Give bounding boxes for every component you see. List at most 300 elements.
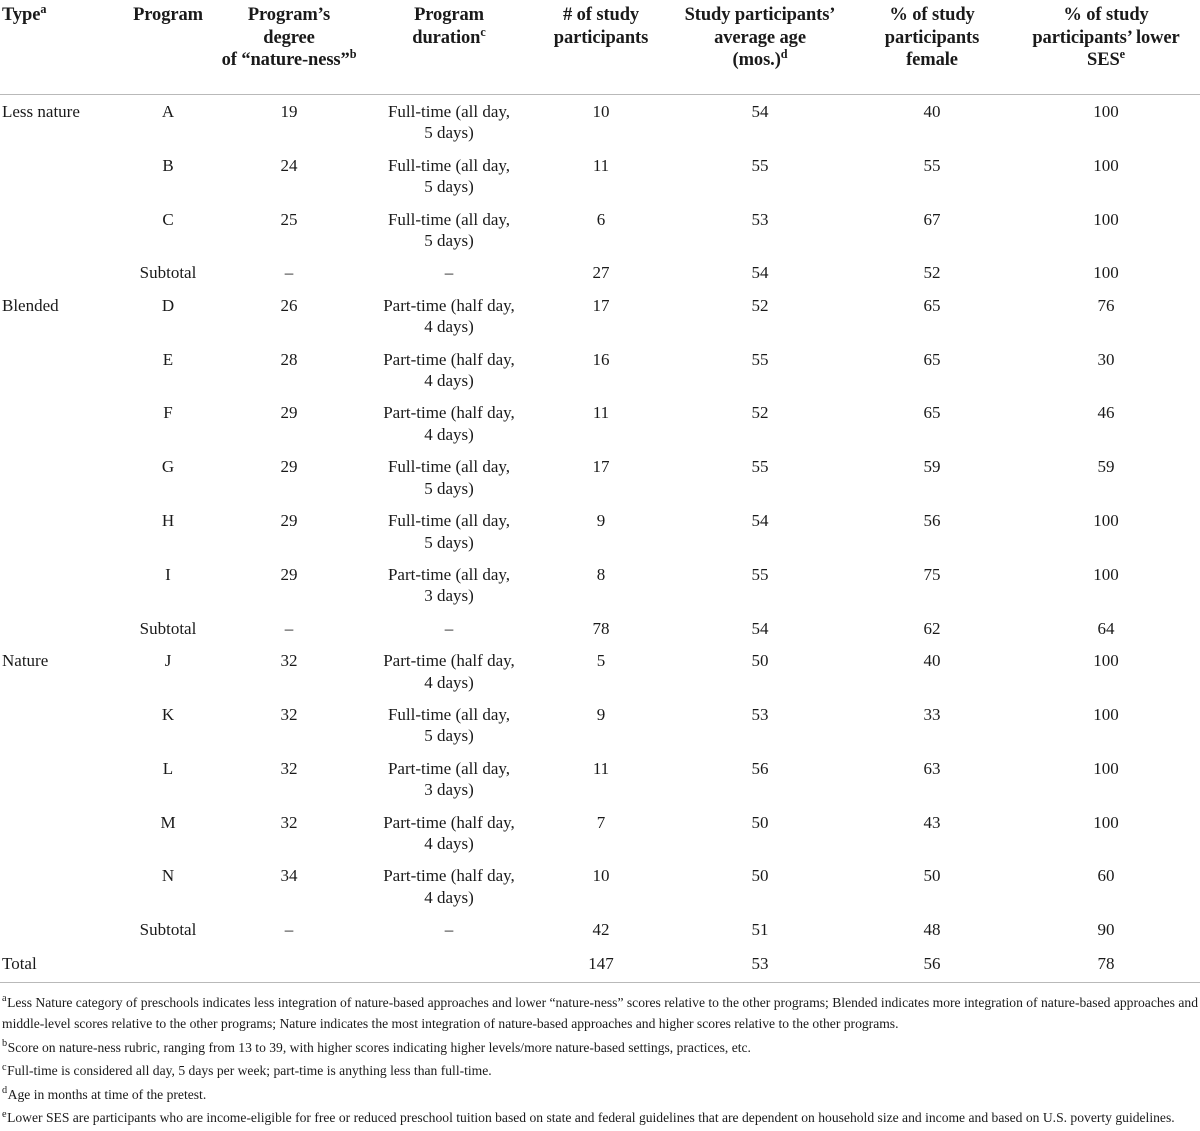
footnote-marker: c (2, 1061, 7, 1073)
cell-participants (534, 95, 668, 149)
cell-value: 29 (280, 511, 298, 531)
cell-degree (214, 256, 364, 288)
cell-type (0, 806, 122, 860)
column-header-percent-female (852, 0, 1012, 95)
table-row (0, 612, 1200, 644)
cell-percent-lower-ses (1012, 806, 1200, 860)
header-line: duration (412, 27, 481, 48)
cell-value: 32 (280, 704, 298, 724)
cell-average-age (668, 289, 852, 343)
footnote-marker: e (2, 1108, 7, 1120)
cell-type (0, 946, 122, 983)
cell-percent-female (852, 203, 1012, 257)
cell-value: 52 (751, 403, 769, 423)
cell-degree (214, 203, 364, 257)
cell-percent-female (852, 95, 1012, 149)
cell-percent-lower-ses (1012, 859, 1200, 913)
table-body (0, 95, 1200, 983)
cell-participants (534, 149, 668, 203)
cell-value: Part-time (all day, (387, 758, 511, 778)
cell-value: I (165, 564, 171, 584)
column-header-percent-lower-ses (1012, 0, 1200, 95)
cell-value: 50 (923, 866, 941, 886)
cell-percent-lower-ses (1012, 612, 1200, 644)
header-line: participants (553, 27, 649, 48)
column-header-program (122, 0, 214, 95)
cell-value: 65 (923, 403, 941, 423)
cell-percent-lower-ses (1012, 558, 1200, 612)
header-line: Program (414, 5, 484, 25)
cell-value: 55 (923, 155, 941, 175)
cell-duration (364, 343, 534, 397)
cell-value: 11 (592, 403, 610, 423)
footnote-d (2, 1084, 1198, 1105)
header-line: % of study (889, 5, 975, 25)
cell-value: 29 (280, 403, 298, 423)
table-row (0, 149, 1200, 203)
footnote-ref-e: e (1119, 46, 1125, 61)
cell-value: 25 (280, 209, 298, 229)
cell-value: 76 (1097, 295, 1115, 315)
footnote-ref-a: a (40, 1, 47, 16)
cell-percent-female (852, 946, 1012, 983)
cell-value: 19 (280, 102, 298, 121)
cell-value: Part-time (half day, (383, 812, 515, 832)
cell-value: 52 (923, 263, 941, 283)
cell-degree (214, 859, 364, 913)
cell-value-line2: 4 days) (424, 371, 474, 391)
cell-average-age (668, 95, 852, 149)
table-row (0, 558, 1200, 612)
cell-participants (534, 396, 668, 450)
cell-value: 9 (596, 704, 606, 724)
cell-value: Part-time (half day, (383, 651, 515, 671)
header-row (0, 0, 1200, 95)
cell-program (122, 343, 214, 397)
cell-value: 17 (592, 457, 610, 477)
cell-program (122, 644, 214, 698)
cell-value: Part-time (half day, (383, 295, 515, 315)
column-header-type (0, 0, 122, 95)
footnote-e (2, 1107, 1198, 1128)
cell-value: 48 (923, 920, 941, 940)
table-row (0, 806, 1200, 860)
cell-duration (364, 698, 534, 752)
cell-value-line2: 4 days) (424, 317, 474, 337)
header-line: average age (714, 27, 806, 48)
cell-duration (364, 289, 534, 343)
cell-value: 100 (1093, 102, 1119, 121)
cell-type (0, 203, 122, 257)
cell-participants (534, 203, 668, 257)
cell-percent-lower-ses (1012, 203, 1200, 257)
cell-average-age (668, 612, 852, 644)
cell-percent-female (852, 752, 1012, 806)
header-line: participants’ lower (1032, 27, 1180, 48)
cell-average-age (668, 698, 852, 752)
footnote-text: Score on nature-ness rubric, ranging from 13 to 39, with higher scores indicating higher levels/more nature-based settings, practices, etc. (7, 1039, 751, 1055)
cell-value: Subtotal (139, 618, 197, 638)
cell-degree (214, 806, 364, 860)
table-row (0, 95, 1200, 149)
cell-value: 59 (923, 457, 941, 477)
cell-value: 60 (1097, 866, 1115, 886)
cell-percent-female (852, 558, 1012, 612)
cell-value: 42 (592, 920, 610, 940)
cell-percent-lower-ses (1012, 289, 1200, 343)
cell-type (0, 450, 122, 504)
cell-participants (534, 289, 668, 343)
cell-participants (534, 450, 668, 504)
cell-value: F (163, 403, 173, 423)
cell-average-age (668, 396, 852, 450)
table-row (0, 504, 1200, 558)
cell-value: G (161, 457, 175, 477)
table-row (0, 396, 1200, 450)
cell-program (122, 149, 214, 203)
footnote-ref-c: c (480, 24, 486, 39)
cell-degree (214, 149, 364, 203)
table-row (0, 450, 1200, 504)
cell-type (0, 95, 122, 149)
cell-participants (534, 859, 668, 913)
cell-type (0, 752, 122, 806)
cell-participants (534, 913, 668, 945)
column-header-participants (534, 0, 668, 95)
header-line: participants (884, 27, 980, 48)
cell-degree (214, 558, 364, 612)
cell-value: 51 (751, 920, 769, 940)
cell-degree (214, 450, 364, 504)
cell-value-line2: 5 days) (424, 123, 474, 143)
cell-average-age (668, 149, 852, 203)
cell-value-line2: 3 days) (424, 586, 474, 606)
cell-percent-female (852, 913, 1012, 945)
cell-value: Full-time (all day, (387, 511, 511, 531)
cell-value: 55 (751, 155, 769, 175)
cell-value-line2: 4 days) (424, 672, 474, 692)
cell-value: H (161, 511, 175, 531)
cell-average-age (668, 806, 852, 860)
table-row (0, 289, 1200, 343)
cell-value: Less nature (2, 102, 80, 121)
cell-value: 43 (923, 812, 941, 832)
cell-percent-lower-ses (1012, 946, 1200, 983)
cell-type (0, 558, 122, 612)
header-line: Program’s degree (247, 5, 331, 48)
cell-type (0, 504, 122, 558)
cell-value: Subtotal (139, 263, 197, 283)
cell-value: 16 (592, 349, 610, 369)
cell-value-line2: 3 days) (424, 780, 474, 800)
cell-value: 32 (280, 812, 298, 832)
cell-value: E (162, 349, 174, 369)
cell-duration (364, 504, 534, 558)
cell-percent-lower-ses (1012, 644, 1200, 698)
cell-percent-female (852, 504, 1012, 558)
cell-value: 33 (923, 704, 941, 724)
header-line: female (906, 50, 958, 71)
cell-program (122, 859, 214, 913)
cell-value: 56 (923, 511, 941, 531)
cell-value-line2: 5 days) (424, 478, 474, 498)
cell-percent-lower-ses (1012, 95, 1200, 149)
cell-percent-lower-ses (1012, 504, 1200, 558)
cell-type (0, 612, 122, 644)
cell-average-age (668, 203, 852, 257)
footnote-text: Less Nature category of preschools indicates less integration of nature-based approaches and lower “nature-ness” scores relative to the other programs; Blended indicates more integration of nature-based approaches and middle-level scores relative to the other programs; Nature indicates the most integration of nature-based approaches and higher scores relative to the other programs. (2, 995, 1198, 1032)
cell-value: 50 (751, 812, 769, 832)
cell-value-line2: 5 days) (424, 532, 474, 552)
header-line: Study participants’ (684, 5, 836, 25)
cell-value: 29 (280, 564, 298, 584)
cell-value: 147 (588, 953, 614, 973)
cell-value: 54 (751, 102, 769, 121)
cell-average-age (668, 752, 852, 806)
cell-value: 100 (1093, 758, 1119, 778)
cell-type (0, 913, 122, 945)
cell-value: Blended (2, 295, 59, 315)
footnote-marker: a (2, 993, 7, 1005)
cell-program (122, 612, 214, 644)
cell-percent-lower-ses (1012, 450, 1200, 504)
cell-value: 55 (751, 457, 769, 477)
cell-value: 100 (1093, 155, 1119, 175)
cell-value: Part-time (half day, (383, 403, 515, 423)
cell-participants (534, 946, 668, 983)
cell-percent-lower-ses (1012, 698, 1200, 752)
cell-value: 11 (592, 758, 610, 778)
cell-participants (534, 256, 668, 288)
cell-percent-lower-ses (1012, 913, 1200, 945)
cell-value: N (161, 866, 175, 886)
table-head (0, 0, 1200, 95)
cell-value: 78 (1097, 953, 1115, 973)
cell-value: 55 (751, 349, 769, 369)
table-row (0, 256, 1200, 288)
cell-average-age (668, 913, 852, 945)
cell-program (122, 504, 214, 558)
cell-value: 17 (592, 295, 610, 315)
cell-value: 46 (1097, 403, 1115, 423)
cell-value: L (162, 758, 174, 778)
cell-duration (364, 396, 534, 450)
cell-value: 52 (751, 295, 769, 315)
cell-value: 56 (923, 953, 941, 973)
cell-degree (214, 752, 364, 806)
cell-value: D (161, 295, 175, 315)
cell-value: 32 (280, 651, 298, 671)
cell-value: – (284, 920, 294, 940)
cell-average-age (668, 256, 852, 288)
cell-value: Full-time (all day, (387, 209, 511, 229)
cell-percent-lower-ses (1012, 256, 1200, 288)
cell-value: M (160, 812, 176, 832)
cell-value: Part-time (half day, (383, 349, 515, 369)
cell-value: 100 (1093, 651, 1119, 671)
cell-average-age (668, 450, 852, 504)
cell-duration (364, 95, 534, 149)
cell-value: A (161, 102, 175, 121)
cell-average-age (668, 946, 852, 983)
cell-program (122, 946, 214, 983)
cell-value: 8 (596, 564, 606, 584)
cell-value: 53 (751, 953, 769, 973)
header-line: Type (2, 5, 41, 25)
cell-average-age (668, 343, 852, 397)
cell-value: Full-time (all day, (387, 102, 511, 121)
cell-value: – (284, 618, 294, 638)
cell-participants (534, 504, 668, 558)
cell-program (122, 396, 214, 450)
cell-value: – (444, 263, 454, 283)
cell-percent-female (852, 289, 1012, 343)
cell-value: 10 (592, 102, 610, 121)
cell-percent-female (852, 644, 1012, 698)
cell-value: 28 (280, 349, 298, 369)
cell-type (0, 343, 122, 397)
cell-value: 9 (596, 511, 606, 531)
cell-degree (214, 698, 364, 752)
cell-value-line2: 4 days) (424, 887, 474, 907)
cell-program (122, 256, 214, 288)
cell-value: Full-time (all day, (387, 155, 511, 175)
cell-value: Full-time (all day, (387, 457, 511, 477)
cell-degree (214, 95, 364, 149)
cell-average-age (668, 558, 852, 612)
header-line: % of study (1063, 5, 1149, 25)
cell-value: 67 (923, 209, 941, 229)
cell-percent-female (852, 859, 1012, 913)
cell-program (122, 203, 214, 257)
cell-value: 63 (923, 758, 941, 778)
cell-value: 53 (751, 209, 769, 229)
footnote-c (2, 1060, 1198, 1081)
cell-participants (534, 752, 668, 806)
cell-degree (214, 504, 364, 558)
cell-value: 29 (280, 457, 298, 477)
footnote-text: Lower SES are participants who are income-eligible for free or reduced preschool tuition based on state and federal guidelines that are dependent on household size and income and based on U.S. poverty guidelines. (7, 1110, 1175, 1126)
footnote-b (2, 1037, 1198, 1058)
cell-type (0, 289, 122, 343)
cell-program (122, 806, 214, 860)
footnote-marker: d (2, 1085, 8, 1097)
cell-average-age (668, 504, 852, 558)
cell-value: 34 (280, 866, 298, 886)
cell-duration (364, 859, 534, 913)
cell-percent-female (852, 149, 1012, 203)
cell-value-line2: 4 days) (424, 424, 474, 444)
cell-percent-female (852, 343, 1012, 397)
cell-value: 62 (923, 618, 941, 638)
cell-value: 100 (1093, 812, 1119, 832)
cell-duration (364, 558, 534, 612)
cell-percent-female (852, 698, 1012, 752)
cell-value: 64 (1097, 618, 1115, 638)
cell-value: 78 (592, 618, 610, 638)
footnotes-section (0, 983, 1200, 1129)
cell-participants (534, 644, 668, 698)
cell-value: Nature (2, 651, 49, 671)
cell-value: 40 (923, 102, 941, 121)
footnote-ref-b: b (349, 46, 357, 61)
cell-value: 24 (280, 155, 298, 175)
column-header-average-age (668, 0, 852, 95)
cell-value: Full-time (all day, (387, 704, 511, 724)
table-row (0, 752, 1200, 806)
cell-value: 27 (592, 263, 610, 283)
cell-percent-lower-ses (1012, 752, 1200, 806)
cell-value: 40 (923, 651, 941, 671)
cell-duration (364, 450, 534, 504)
cell-program (122, 913, 214, 945)
table-row (0, 913, 1200, 945)
cell-value: 11 (592, 155, 610, 175)
cell-type (0, 859, 122, 913)
cell-duration (364, 752, 534, 806)
cell-participants (534, 343, 668, 397)
cell-value: 59 (1097, 457, 1115, 477)
cell-value: Total (2, 953, 37, 973)
table-row (0, 946, 1200, 983)
cell-value: 50 (751, 651, 769, 671)
cell-degree (214, 913, 364, 945)
cell-value: 5 (596, 651, 606, 671)
table-row (0, 859, 1200, 913)
cell-value: – (444, 618, 454, 638)
cell-value: Part-time (all day, (387, 564, 511, 584)
column-header-duration (364, 0, 534, 95)
footnote-marker: b (2, 1038, 8, 1050)
cell-program (122, 289, 214, 343)
cell-degree (214, 343, 364, 397)
cell-value: 32 (280, 758, 298, 778)
cell-value: K (161, 704, 175, 724)
cell-value: 65 (923, 295, 941, 315)
cell-value: Part-time (half day, (383, 866, 515, 886)
cell-program (122, 752, 214, 806)
cell-value: 55 (751, 564, 769, 584)
cell-duration (364, 149, 534, 203)
cell-value: Subtotal (139, 920, 197, 940)
cell-value: J (164, 651, 172, 671)
column-header-degree (214, 0, 364, 95)
cell-percent-female (852, 256, 1012, 288)
cell-value: 65 (923, 349, 941, 369)
cell-value: 54 (751, 263, 769, 283)
cell-value: 75 (923, 564, 941, 584)
cell-degree (214, 396, 364, 450)
cell-participants (534, 612, 668, 644)
header-line: Program (133, 5, 203, 25)
footnote-text: Age in months at time of the pretest. (7, 1086, 207, 1102)
cell-duration (364, 913, 534, 945)
cell-value: 26 (280, 295, 298, 315)
cell-value: 90 (1097, 920, 1115, 940)
cell-value: 10 (592, 866, 610, 886)
cell-participants (534, 698, 668, 752)
cell-type (0, 698, 122, 752)
cell-value-line2: 5 days) (424, 726, 474, 746)
footnote-text: Full-time is considered all day, 5 days per week; part-time is anything less than full-time. (7, 1063, 492, 1079)
table-row (0, 644, 1200, 698)
cell-degree (214, 612, 364, 644)
table-row (0, 343, 1200, 397)
cell-percent-lower-ses (1012, 396, 1200, 450)
cell-value: B (162, 155, 174, 175)
cell-type (0, 644, 122, 698)
table-row (0, 203, 1200, 257)
